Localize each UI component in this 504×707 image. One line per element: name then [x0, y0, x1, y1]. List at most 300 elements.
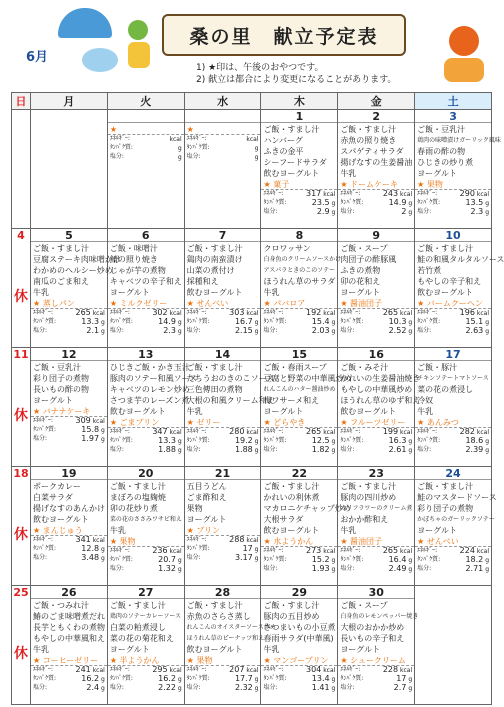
salt-row: 塩分: 2.15 g [186, 326, 259, 335]
week-row [12, 110, 492, 229]
menu-list [415, 242, 504, 298]
menu-item: おかか酢和え [340, 515, 389, 524]
menu-item: ご飯・すまし汁 [417, 482, 474, 491]
snack-label: ★ 果物 [185, 655, 261, 666]
protein-row: ﾀﾝﾊﾟｸ質: 12.5 g [263, 436, 336, 445]
day-cell [184, 110, 261, 229]
page-title: 桑の里 献立予定表 [189, 25, 379, 48]
menu-item: 揚げなすのあんかけ [33, 504, 105, 513]
menu-item: ひじきの炒り煮 [417, 158, 474, 167]
day-cell [415, 467, 497, 586]
snack-label: ★ どらやき [261, 417, 337, 428]
menu-item: 飲むヨーグルト [109, 407, 166, 416]
day-number: 5 [31, 229, 107, 242]
salt-row: 塩分: 1.32 g [109, 564, 182, 573]
protein-row: ﾀﾝﾊﾟｸ質: 16.7 g [186, 317, 259, 326]
day-cell [415, 348, 492, 467]
salt-row: 塩分: 2 g [340, 207, 413, 216]
menu-item: ご飯・すまし汁 [186, 363, 243, 372]
menu-item: ご飯・春雨スープ [263, 363, 327, 372]
header [0, 0, 500, 92]
menu-list [108, 480, 184, 536]
menu-item: 飲むヨーグルト [263, 526, 320, 535]
menu-item: まぼろの塩麹焼 [109, 493, 166, 502]
menu-item: たちうおのきのこソース [186, 374, 275, 383]
energy-row: ｴﾈﾙｷﾞｰ: 196 kcal [417, 308, 489, 317]
salt-row: 塩分: 1.88 g [186, 445, 259, 454]
menu-list [185, 361, 275, 417]
menu-item: 牛乳 [417, 407, 434, 416]
menu-list [31, 480, 107, 525]
protein-row: ﾀﾝﾊﾟｸ質: 18.2 g [417, 555, 489, 564]
day-cell [31, 467, 108, 586]
snack-label: ★ 半ようかん [108, 655, 184, 666]
snack-label: ★ 菓子 [261, 179, 337, 190]
energy-row: ｴﾈﾙｷﾞｰ: kcal [186, 135, 259, 143]
menu-item: 白身魚のレモンペッパー焼き [340, 613, 419, 620]
hydrangea-illustration [82, 48, 118, 72]
salt-row: 塩分: 1.82 g [263, 445, 336, 454]
salt-row: 塩分: 2.3 g [417, 207, 489, 216]
menu-item: 牛乳 [33, 645, 49, 654]
menu-item: アスパラときのこのソテー [263, 267, 336, 274]
menu-item: ご飯・豆乳汁 [33, 363, 81, 372]
menu-item: シーフードサラダ [263, 158, 327, 167]
menu-item: 鮭のマスタードソース [417, 493, 497, 502]
menu-item: れんこんのハター醤油炒め [263, 386, 336, 393]
day-number: 21 [185, 467, 261, 480]
day-cell [31, 348, 108, 467]
snack-label: ★ 蒸しパン [31, 298, 107, 309]
protein-row: ﾀﾝﾊﾟｸ質: 18.6 g [417, 436, 489, 445]
sunday-cell [12, 586, 31, 705]
day-number: 7 [185, 229, 261, 242]
protein-row: ﾀﾝﾊﾟｸ質: 16.4 g [340, 555, 413, 564]
menu-item: 豚肉のソテー和風ソース [109, 374, 198, 383]
day-cell [415, 229, 504, 348]
salt-row: 塩分: 1.88 g [109, 445, 182, 454]
menu-item: 大根の和風クリーム和え [186, 396, 275, 405]
snack-label: ★ パバロア [261, 298, 337, 309]
snack-label: ★ ミルクゼリー [108, 298, 184, 309]
menu-item: カリフラワーのクリーム煮 [340, 505, 413, 512]
menu-item: 鮭の和風タルタルソース [417, 255, 504, 264]
salt-row: 塩分: 2.71 g [417, 564, 489, 573]
menu-list [415, 480, 497, 536]
menu-item: 鶏肉の南蛮漬け [186, 255, 243, 264]
menu-item: 採種和え [186, 277, 219, 286]
day-number: 14 [185, 348, 261, 361]
day-cell [184, 467, 261, 586]
day-number: 19 [31, 467, 107, 480]
day-number: 12 [31, 348, 107, 361]
day-cell [338, 586, 419, 705]
energy-row: ｴﾈﾙｷﾞｰ: 282 kcal [417, 427, 489, 436]
menu-item: 大根サラダ [263, 515, 304, 524]
day-number: 26 [31, 586, 107, 599]
menu-item: 春雨の酢の物 [417, 147, 466, 156]
day-cell [31, 229, 121, 348]
menu-item: ご飯・つみれ汁 [33, 601, 89, 610]
menu-item: 牛乳 [340, 169, 357, 178]
menu-item: わかめのヘルシー炒め [33, 266, 113, 275]
energy-row: ｴﾈﾙｷﾞｰ: 290 kcal [417, 189, 489, 198]
energy-row: ｴﾈﾙｷﾞｰ: kcal [109, 135, 182, 143]
day-number: 13 [108, 348, 184, 361]
energy-row: ｴﾈﾙｷﾞｰ: 265 kcal [33, 308, 105, 317]
day-cell [261, 586, 338, 705]
day-number: 22 [261, 467, 337, 480]
menu-list [261, 242, 342, 298]
menu-item: 冷奴 [417, 396, 434, 405]
salt-row: 塩分: 2.22 g [109, 683, 182, 692]
menu-item: 牛乳 [263, 645, 280, 654]
week-row [12, 229, 492, 348]
menu-item: キャベツのレモン炒め [109, 385, 190, 394]
week-row [12, 348, 492, 467]
menu-item: 三色傳田の煮物 [186, 385, 243, 394]
menu-item: ヨーグルト [417, 169, 457, 178]
menu-item: 飲むヨーグルト [33, 515, 89, 524]
energy-row: ｴﾈﾙｷﾞｰ: 199 kcal [340, 427, 413, 436]
menu-list [261, 123, 337, 179]
menu-list [31, 242, 121, 298]
menu-list [261, 361, 352, 417]
snack-label: ★ 水ようかん [261, 536, 337, 547]
salt-row: 塩分: 2.39 g [417, 445, 489, 454]
day-cell [107, 586, 184, 705]
menu-item: 飲むヨーグルト [186, 288, 243, 297]
menu-list [338, 123, 414, 179]
menu-item: 白菜サラダ [33, 493, 73, 502]
day-cell [338, 110, 415, 229]
menu-item: ヨーグルト [417, 526, 457, 535]
snack-label: ★ 醤油団子 [338, 298, 414, 309]
menu-item: 白菜の粕煮浸し [109, 623, 166, 632]
menu-item: 飲むヨーグルト [340, 407, 397, 416]
menu-list [108, 242, 184, 298]
weekday-tue: 火 [107, 93, 184, 110]
snack-label: ★ せんべい [185, 298, 261, 309]
menu-item: 豆腐ステーキ肉味噌かけ [33, 255, 121, 264]
energy-row: ｴﾈﾙｷﾞｰ: 304 kcal [263, 665, 336, 674]
protein-row: ﾀﾝﾊﾟｸ質: 19.2 g [186, 436, 259, 445]
note-menu-change: 2) 献立は都合により変更になることがあります。 [196, 75, 397, 85]
day-number: 24 [415, 467, 491, 480]
menu-list [31, 361, 107, 406]
menu-item: 赤魚の照り焼き [340, 136, 397, 145]
energy-row: ｴﾈﾙｷﾞｰ: 207 kcal [186, 665, 259, 674]
sunday-date: 25 [13, 586, 29, 599]
menu-list [108, 599, 184, 655]
snack-label: ★ バナナケーキ [31, 406, 107, 417]
protein-row: ﾀﾝﾊﾟｸ質: 15.8 g [33, 425, 105, 434]
menu-item: 牛乳 [186, 407, 203, 416]
salt-row: 塩分: 2.1 g [33, 326, 105, 335]
day-cell [107, 110, 184, 229]
menu-item: 卯の花炒り煮 [109, 504, 158, 513]
day-number: 10 [415, 229, 491, 242]
menu-item: 菜の花の煮浸し [417, 385, 474, 394]
energy-row: ｴﾈﾙｷﾞｰ: 347 kcal [109, 427, 182, 436]
menu-item: 山菜の煮付け [186, 266, 235, 275]
snack-label: ★ 果物 [108, 536, 184, 547]
salt-row: 塩分: 3.48 g [33, 553, 105, 562]
menu-item: 白身魚のクリームソースかけ [263, 256, 342, 263]
protein-row: ﾀﾝﾊﾟｸ質: 15.1 g [417, 317, 489, 326]
menu-item: ヨーグルト [109, 288, 150, 297]
protein-row: ﾀﾝﾊﾟｸ質: 15.4 g [263, 317, 336, 326]
title-banner [162, 14, 406, 56]
menu-item: 赤魚のさらさ蒸し [186, 612, 251, 621]
holiday-mark: 休 [14, 527, 28, 543]
energy-row: ｴﾈﾙｷﾞｰ: 273 kcal [263, 546, 336, 555]
day-cell [338, 467, 415, 586]
menu-item: ご飯・すまし汁 [263, 125, 320, 134]
menu-item: 鶏肉のソテーカレーソース [109, 613, 182, 620]
menu-item: ご飯・すまし汁 [263, 482, 320, 491]
energy-row: ｴﾈﾙｷﾞｰ: 303 kcal [186, 308, 259, 317]
day-number: 6 [108, 229, 184, 242]
salt-row: 塩分: 2.4 g [33, 683, 105, 692]
menu-item: かれいの利休煮 [263, 493, 320, 502]
sunday-cell [12, 467, 31, 586]
day-number: 15 [261, 348, 337, 361]
menu-item: ふきの金平 [263, 147, 304, 156]
menu-item: ほうれん草のピーナッツ和え [186, 635, 265, 642]
menu-item: じゃが芋の煮物 [109, 266, 166, 275]
energy-row: ｴﾈﾙｷﾞｰ: 280 kcal [186, 427, 259, 436]
day-cell [338, 229, 415, 348]
day-cell [107, 467, 184, 586]
energy-row: ｴﾈﾙｷﾞｰ: 317 kcal [263, 189, 336, 198]
day-cell [107, 229, 184, 348]
menu-item: ヨーグルト [263, 407, 304, 416]
menu-item: 牛乳 [109, 526, 126, 535]
menu-item: 梅ワサーメ和え [263, 396, 320, 405]
menu-item: ヨーグルト [340, 288, 381, 297]
menu-item: ご飯・すまし汁 [109, 482, 166, 491]
salt-row: 塩分: 2.61 g [340, 445, 413, 454]
snack-label: ★ ゼリー [185, 417, 261, 428]
protein-row: ﾀﾝﾊﾟｸ質: 17 g [186, 544, 259, 553]
menu-item: ご飯・スープ [340, 601, 388, 610]
menu-item: 卯の花和え [340, 277, 381, 286]
energy-row: ｴﾈﾙｷﾞｰ: 309 kcal [33, 416, 105, 425]
menu-list [338, 480, 414, 536]
menu-item: ふきの煮物 [340, 266, 381, 275]
menu-item: 肉団子の酢豚風 [340, 255, 397, 264]
day-number: 17 [415, 348, 491, 361]
day-cell [184, 348, 275, 467]
protein-row: ﾀﾝﾊﾟｸ質: 17.7 g [186, 674, 259, 683]
salt-row: 塩分: 2.52 g [340, 326, 413, 335]
protein-row: ﾀﾝﾊﾟｸ質: g [109, 144, 182, 152]
protein-row: ﾀﾝﾊﾟｸ質: 16.3 g [340, 436, 413, 445]
menu-item: れんこんのオイスターソース炒め [186, 624, 276, 631]
weekday-mon: 月 [31, 93, 108, 110]
day-number [108, 110, 184, 123]
protein-row: ﾀﾝﾊﾟｸ質: 12.8 g [33, 544, 105, 553]
snack-label: ★ フルーツゼリー [338, 417, 414, 428]
protein-row: ﾀﾝﾊﾟｸ質: 10.3 g [340, 317, 413, 326]
week-row [12, 586, 492, 705]
menu-item: ごま酢和え [186, 493, 227, 502]
holiday-mark: 休 [14, 646, 28, 662]
energy-row: ｴﾈﾙｷﾞｰ: 295 kcal [109, 665, 182, 674]
menu-list [31, 599, 107, 655]
protein-row: ﾀﾝﾊﾟｸ質: 13.3 g [33, 317, 105, 326]
day-cell [415, 110, 501, 229]
menu-item: 五目うどん [186, 482, 227, 491]
menu-item: かれいの生姜醤油焼き [340, 374, 421, 383]
salt-row: 塩分: 3.17 g [186, 553, 259, 562]
day-cell [261, 229, 342, 348]
menu-item: 南瓜のごま和え [33, 277, 89, 286]
menu-item: ほうれん草のサラダ [263, 277, 336, 286]
sunday-cell [12, 348, 31, 467]
day-number: 20 [108, 467, 184, 480]
day-number [185, 110, 261, 123]
energy-row: ｴﾈﾙｷﾞｰ: 243 kcal [340, 189, 413, 198]
energy-row: ｴﾈﾙｷﾞｰ: 288 kcal [186, 535, 259, 544]
snack-label: ★ マンゴープリン [261, 655, 337, 666]
menu-item: チキンソテートマトソース [417, 375, 489, 382]
menu-item: 大根のおかか炒め [340, 623, 405, 632]
snack-label: ★ 果物 [415, 179, 491, 190]
salt-row: 塩分: g [109, 153, 182, 161]
menu-calendar-table [11, 92, 504, 705]
menu-item: ご飯・スープ [340, 244, 388, 253]
weekday-sat: 土 [415, 93, 492, 110]
menu-list [338, 599, 419, 655]
salt-row: 塩分: 2.3 g [109, 326, 182, 335]
salt-row: 塩分: 2.63 g [417, 326, 489, 335]
menu-item: 牛乳 [263, 288, 280, 297]
kappa-character-illustration [128, 20, 150, 72]
menu-item: もやしの中華風和え [33, 634, 105, 643]
snack-label: ★ あんみつ [415, 417, 491, 428]
note-snack-star: 1) ★印は、午後のおやつです。 [196, 63, 324, 73]
menu-item: 菜の花の菊花和え [109, 634, 174, 643]
menu-item: ポークカレー [33, 482, 81, 491]
menu-item: ご飯・すまし汁 [109, 601, 166, 610]
protein-row: ﾀﾝﾊﾟｸ質: 20.7 g [109, 555, 182, 564]
menu-item: 鰆のごま味噌煮だれ [33, 612, 105, 621]
energy-row: ｴﾈﾙｷﾞｰ: 265 kcal [340, 546, 413, 555]
energy-row: ｴﾈﾙｷﾞｰ: 265 kcal [263, 427, 336, 436]
day-number: 29 [261, 586, 337, 599]
menu-list [338, 361, 421, 417]
sunday-date: 4 [17, 229, 25, 242]
menu-item: ご飯・みそ汁 [340, 363, 389, 372]
menu-item: ご飯・すまし汁 [33, 244, 89, 253]
day-number: 16 [338, 348, 414, 361]
protein-row: ﾀﾝﾊﾟｸ質: 14.9 g [109, 317, 182, 326]
menu-item: 豚肉の四川炒め [340, 493, 397, 502]
menu-item: もやしの中華風炒め [340, 385, 413, 394]
snack-label: ★ プリン [185, 525, 261, 536]
snack-label: ★ ドームケーキ [338, 179, 414, 190]
menu-item: 果物 [186, 504, 203, 513]
salt-row: 塩分: 2.7 g [340, 683, 413, 692]
salt-row: 塩分: 1.93 g [263, 564, 336, 573]
weekday-header-row [12, 93, 492, 110]
menu-item: 長いもの辛子和え [340, 634, 405, 643]
protein-row: ﾀﾝﾊﾟｸ質: 17 g [340, 674, 413, 683]
menu-item: かぼちゃのガーリックソテー [417, 516, 495, 523]
salt-row: 塩分: 2.49 g [340, 564, 413, 573]
snack-label: ★ せんべい [415, 536, 491, 547]
sunday-cell [12, 229, 31, 348]
menu-item: 揚げなすの生姜醤油 [340, 158, 413, 167]
energy-row: ｴﾈﾙｷﾞｰ: 228 kcal [340, 665, 413, 674]
girl-character-illustration [440, 26, 488, 84]
weekday-sun: 日 [12, 93, 31, 110]
menu-item: ご飯・すまし汁 [263, 601, 320, 610]
menu-item: 若竹煮 [417, 266, 442, 275]
menu-item: 豚肉の五目炒め [263, 612, 320, 621]
menu-list [185, 480, 261, 525]
menu-list [338, 242, 414, 298]
week-row [12, 467, 492, 586]
menu-item: ご飯・すまし汁 [186, 244, 243, 253]
energy-row: ｴﾈﾙｷﾞｰ: 224 kcal [417, 546, 489, 555]
day-cell [261, 110, 338, 229]
menu-item: ヨーグルト [340, 645, 381, 654]
menu-list [415, 123, 501, 179]
day-number: 23 [338, 467, 414, 480]
menu-item: 彩り団子の煮物 [417, 504, 474, 513]
sunday-cell [12, 110, 31, 229]
salt-row: 塩分: 2.32 g [186, 683, 259, 692]
snack-label: ★ まんじゅう [31, 525, 107, 536]
day-cell [31, 586, 108, 705]
menu-item: 春雨サラダ(中華風) [263, 634, 334, 643]
salt-row: 塩分: 2.9 g [263, 207, 336, 216]
protein-row: ﾀﾝﾊﾟｸ質: 16.2 g [33, 674, 105, 683]
protein-row: ﾀﾝﾊﾟｸ質: 13.4 g [263, 674, 336, 683]
salt-row: 塩分: 2.03 g [263, 326, 336, 335]
menu-item: 飲むヨーグルト [186, 645, 243, 654]
day-cell [338, 348, 421, 467]
menu-item: 牛乳 [33, 288, 49, 297]
day-number: 27 [108, 586, 184, 599]
day-cell [184, 229, 261, 348]
snack-label: ★ ごまプリン [108, 417, 184, 428]
menu-item: さつまいもの小豆煮 [263, 623, 336, 632]
menu-item: 長芋ともくわの煮物 [33, 623, 105, 632]
day-number: 30 [338, 586, 414, 599]
menu-item: ハンバーグ [263, 136, 303, 145]
menu-item: 飲むヨーグルト [417, 288, 473, 297]
day-number: 8 [261, 229, 337, 242]
energy-row: ｴﾈﾙｷﾞｰ: 192 kcal [263, 308, 336, 317]
day-number: 28 [185, 586, 261, 599]
menu-item: ご飯・すまし汁 [340, 482, 397, 491]
weekday-wed: 水 [184, 93, 261, 110]
menu-item: さつま芋のレーズン煮 [109, 396, 190, 405]
menu-item: ご飯・すまし汁 [186, 601, 243, 610]
sunday-date: 18 [13, 467, 29, 480]
snack-label: ★ [185, 124, 261, 135]
salt-row: 塩分: g [186, 153, 259, 161]
menu-item: ご飯・味噌汁 [109, 244, 158, 253]
energy-row: ｴﾈﾙｷﾞｰ: 302 kcal [109, 308, 182, 317]
snack-label: ★ コーヒーゼリー [31, 655, 107, 666]
protein-row: ﾀﾝﾊﾟｸ質: 16.2 g [109, 674, 182, 683]
energy-row: ｴﾈﾙｷﾞｰ: 236 kcal [109, 546, 182, 555]
